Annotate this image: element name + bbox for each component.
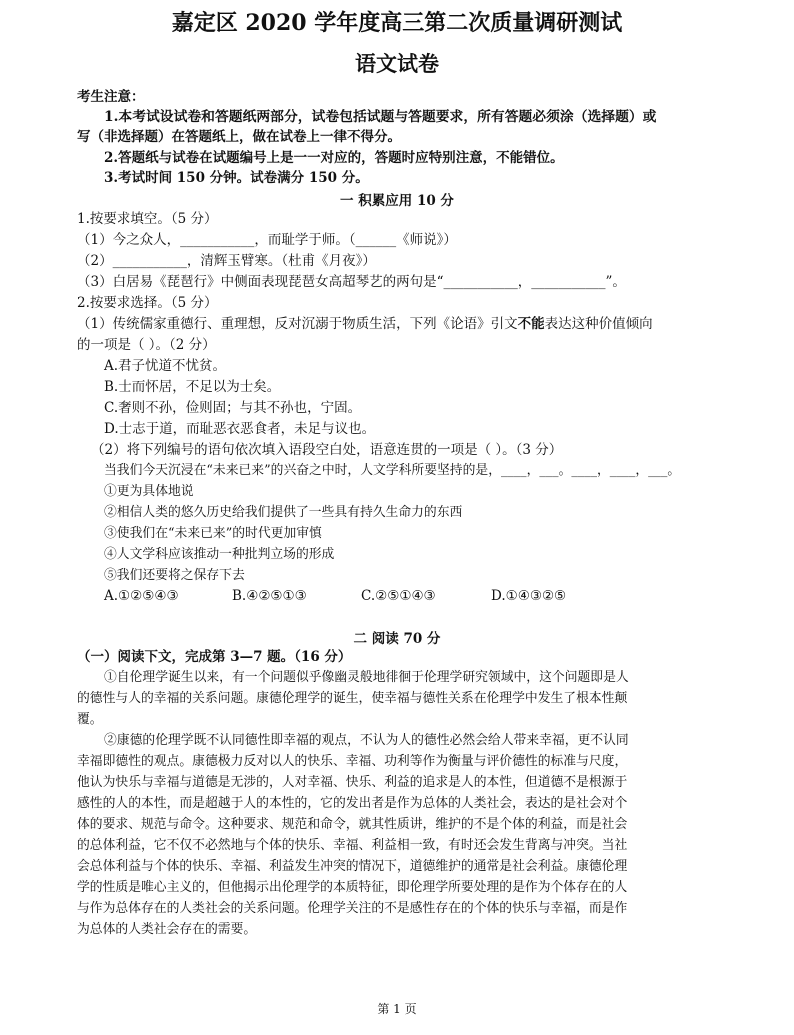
para-2-line-8: 学的性质是唯心主义的，但他揭示出伦理学的本质特征，即伦理学所要处理的是作为个体存在的人 (77, 880, 628, 895)
para-1-line-2: 的德性与人的幸福的关系问题。康德伦理学的诞生，使幸福与德性关系在伦理学中发生了根本性颠 (77, 691, 628, 706)
para-2-line-4: 感性的人的本性，而是超越于人的本性的，它的发出者是作为总体的人类社会，表达的是社会对个 (77, 796, 628, 811)
q2-sub1-line-1 (77, 315, 653, 333)
exam-title: 嘉定区 2020 学年度高三第二次质量调研测试 (171, 10, 623, 36)
notice-label: 考生注意： (77, 89, 145, 105)
para-2-line-9: 与作为总体存在的人类社会的关系问题。伦理学关注的不是感性存在的个体的快乐与幸福，而是作 (77, 901, 628, 916)
page-number: 第 1 页 (377, 1002, 417, 1016)
q2-stem: 2.按要求选择。（5 分） (77, 295, 218, 311)
para-1-line-3: 覆。 (77, 712, 103, 727)
q2-sub1-option-c: C.奢则不孙，俭则固；与其不孙也，宁固。 (104, 400, 362, 416)
q2-sub1-option-b: B.士而怀居，不足以为士矣。 (104, 379, 281, 395)
q2-sub1-text-c: 表达这种价值倾向 (544, 316, 653, 332)
q2-sub1-option-a: A.君子忧道不忧贫。 (104, 358, 227, 374)
reading-part-1-title: （一）阅读下文，完成第 3—7 题。（16 分） (77, 649, 352, 665)
notice-item-2: 2.答题纸与试卷在试题编号上是一一对应的，答题时应特别注意，不能错位。 (104, 150, 564, 166)
section-1-heading: 一 积累应用 10 分 (340, 193, 454, 209)
q2-sub2-item-2: ②相信人类的悠久历史给我们提供了一些具有持久生命力的东西 (104, 505, 463, 520)
exam-subtitle: 语文试卷 (355, 51, 439, 76)
q1-line-1: （1）今之众人，___________，而耻学于师。（______《师说》） (77, 232, 457, 248)
q2-sub1-text-a: （1）传统儒家重德行、重理想，反对沉溺于物质生活，下列《论语》引文 (77, 316, 518, 332)
q2-sub1-line-2: 的一项是（ ）。（2 分） (77, 337, 216, 353)
para-2-line-6: 的总体利益，它不仅不必然地与个体的快乐、幸福、利益相一致，有时还会发生背离与冲突。当社 (77, 838, 628, 853)
para-1-line-1: ①自伦理学诞生以来，有一个问题似乎像幽灵般地徘徊于伦理学研究领域中，这个问题即是人 (104, 670, 629, 685)
q2-sub2-item-1: ①更为具体地说 (104, 484, 194, 499)
notice-item-1-cont: 写（非选择题）在答题纸上，做在试卷上一律不得分。 (77, 129, 401, 145)
q2-sub2-choice-b: B.④②⑤①③ (232, 588, 307, 604)
para-2-line-5: 体的要求、规范与命令。这种要求、规范和命令，就其性质讲，维护的不是个体的利益，而是社会 (77, 817, 628, 832)
q2-sub2-item-5: ⑤我们还要将之保存下去 (104, 568, 245, 583)
q1-line-3: （3）白居易《琵琶行》中侧面表现琵琶女高超琴艺的两句是“___________，___________”。 (77, 274, 626, 290)
para-2-line-2: 幸福即德性的观点。康德极力反对以人的快乐、幸福、功利等作为衡量与评价德性的标准与尺度， (77, 754, 628, 769)
notice-item-1: 1.本考试设试卷和答题纸两部分，试卷包括试题与答题要求，所有答题必须涂（选择题）或 (104, 109, 657, 125)
para-2-line-7: 会总体利益与个体的快乐、幸福、利益发生冲突的情况下，道德维护的通常是社会利益。康德伦理 (77, 859, 628, 874)
section-2-heading: 二 阅读 70 分 (353, 631, 441, 647)
q2-sub1-option-d: D.士志于道，而耻恶衣恶食者，未足与议也。 (104, 421, 376, 437)
q2-sub2-choice-d: D.①④③②⑤ (491, 588, 567, 604)
q1-line-2: （2）___________，清辉玉臂寒。（杜甫《月夜》） (77, 253, 376, 269)
q2-sub2-choice-a: A.①②⑤④③ (104, 588, 179, 604)
q2-sub2-passage: 当我们今天沉浸在“未来已来”的兴奋之中时，人文学科所要坚持的是，____，___。____，____，___。 (104, 463, 681, 478)
para-2-line-10: 为总体的人类社会存在的需要。 (77, 922, 257, 937)
q2-sub2-stem: （2）将下列编号的语句依次填入语段空白处，语意连贯的一项是（ ）。（3 分） (91, 442, 563, 458)
q2-sub2-choice-c: C.②⑤①④③ (361, 588, 436, 604)
q2-sub1-emphasis: 不能 (517, 316, 545, 332)
para-2-line-1: ②康德的伦理学既不认同德性即幸福的观点，不认为人的德性必然会给人带来幸福，更不认同 (104, 733, 629, 748)
q1-stem: 1.按要求填空。（5 分） (77, 211, 218, 227)
para-2-line-3: 他认为快乐与幸福与道德是无涉的，人对幸福、快乐、利益的追求是人的本性，但道德不是根源于 (77, 775, 628, 790)
q2-sub2-item-3: ③使我们在“未来已来”的时代更加审慎 (104, 526, 322, 541)
q2-sub2-item-4: ④人文学科应该推动一种批判立场的形成 (104, 547, 335, 562)
notice-item-3: 3.考试时间 150 分钟。试卷满分 150 分。 (104, 170, 369, 186)
